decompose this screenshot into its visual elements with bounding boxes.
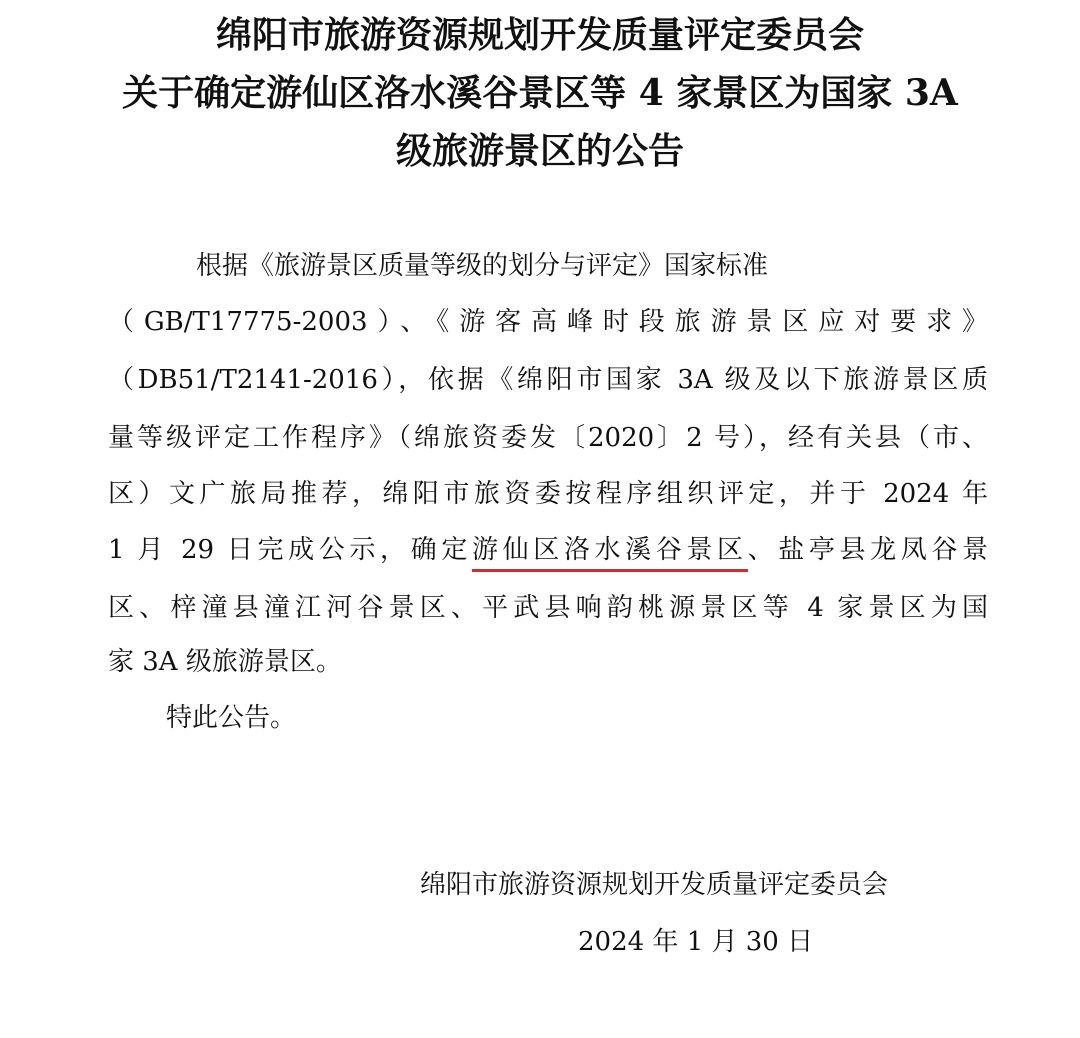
- body-line-6-post: 、盐亭县龙凤谷景: [747, 535, 988, 565]
- body-line-1: 根据《旅游景区质量等级的划分与评定》国家标准: [196, 251, 769, 281]
- title-line-3: 级旅游景区的公告: [395, 130, 684, 172]
- body-line-3: （DB51/T2141-2016），依据《绵阳市国家 3A 级及以下旅游景区质: [108, 365, 988, 395]
- body-line-6: [108, 520, 988, 580]
- body-line-5: 区）文广旅局推荐，绵阳市旅资委按程序组织评定，并于 2024 年: [108, 479, 988, 509]
- body-line-6-pre: 1 月 29 日完成公示，确定: [108, 535, 472, 565]
- body-line-4: 量等级评定工作程序》（绵旅资委发〔2020〕2 号），经有关县（市、: [108, 423, 988, 453]
- closing-remark: 特此公告。: [166, 703, 297, 733]
- highlighted-scenic-area: 游仙区洛水溪谷景区: [472, 535, 748, 572]
- signature-date: 2024 年 1 月 30 日: [578, 927, 814, 957]
- signature-organization: 绵阳市旅游资源规划开发质量评定委员会: [420, 870, 889, 900]
- body-line-2: （GB/T17775-2003）、《游客高峰时段旅游景区应对要求》: [108, 307, 988, 337]
- announcement-title: [0, 6, 1080, 180]
- title-line-2: 关于确定游仙区洛水溪谷景区等 4 家景区为国家 3A: [122, 72, 958, 114]
- body-line-7: 区、梓潼县潼江河谷景区、平武县响韵桃源景区等 4 家景区为国: [108, 593, 988, 623]
- title-line-1: 绵阳市旅游资源规划开发质量评定委员会: [215, 14, 864, 56]
- body-line-8: 家 3A 级旅游景区。: [108, 647, 342, 677]
